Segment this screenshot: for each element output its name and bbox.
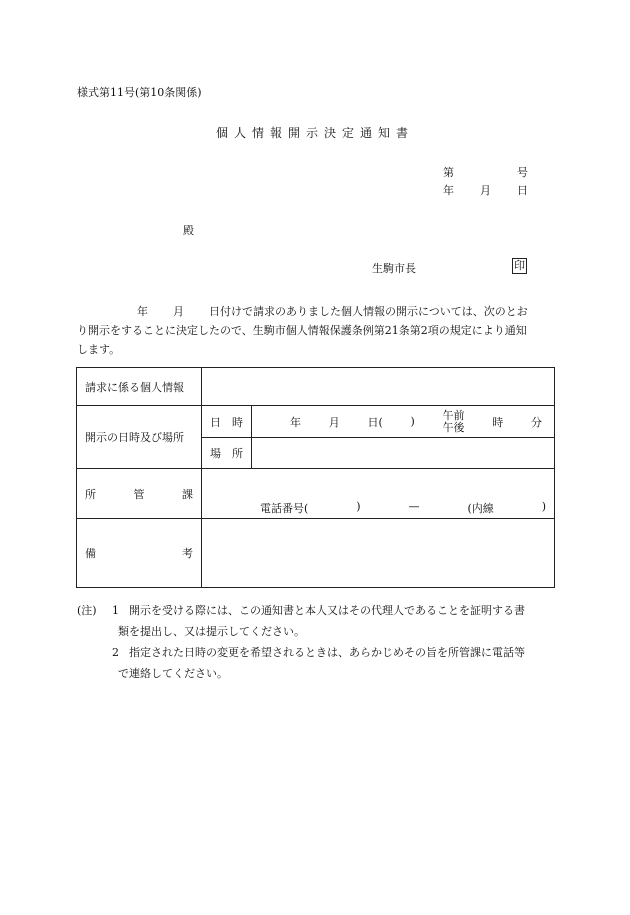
datetime-place-label: 開示の日時及び場所 xyxy=(77,406,202,469)
notes-heading: (注) xyxy=(77,604,97,617)
place-field[interactable] xyxy=(252,438,555,469)
requested-info-field[interactable] xyxy=(202,368,555,406)
notice-body xyxy=(77,302,557,359)
form-number: 様式第11号(第10条関係) xyxy=(77,86,202,99)
addressee-suffix: 殿 xyxy=(183,224,194,237)
department-field[interactable] xyxy=(202,469,555,519)
body-line2: り開示をすることに決定したので、生駒市個人情報保護条例第21条第2項の規定により通知 xyxy=(77,324,527,337)
note-text: 指定された日時の変更を希望されるときは、あらかじめその旨を所管課に電話等 xyxy=(129,646,525,659)
dt-close-paren: ) xyxy=(410,415,415,428)
dt-hour: 時 xyxy=(492,415,504,429)
phone-dash: — xyxy=(408,500,420,513)
phone-ext-close: ) xyxy=(541,500,546,513)
body-line3: します。 xyxy=(77,343,121,356)
date-year: 年 xyxy=(443,184,454,197)
doc-number-suffix: 号 xyxy=(517,166,528,179)
phone-label: 電話番号( xyxy=(260,502,309,515)
dt-year: 年 xyxy=(290,415,301,429)
phone-close: ) xyxy=(356,500,361,513)
date-month: 月 xyxy=(480,184,491,197)
seal-mark: 印 xyxy=(514,259,525,272)
am-pm-choice: 午前 午後 xyxy=(442,408,465,434)
note-text: 類を提出し、又は提示してください。 xyxy=(118,625,305,638)
dt-month: 月 xyxy=(328,415,340,429)
issue-date-line xyxy=(443,182,528,198)
document-title: 個人情報開示決定通知書 xyxy=(215,126,414,140)
date-day: 日 xyxy=(517,184,528,197)
datetime-field[interactable] xyxy=(252,406,555,438)
dt-minute: 分 xyxy=(531,415,542,429)
document-number-line xyxy=(443,164,528,180)
datetime-label: 日 時 xyxy=(202,406,252,438)
body-month: 月 xyxy=(173,305,184,318)
doc-number-prefix: 第 xyxy=(443,166,454,179)
dt-day: 日( xyxy=(367,415,383,429)
notes xyxy=(77,600,557,684)
requested-info-label: 請求に係る個人情報 xyxy=(77,368,202,406)
note-number: 2 xyxy=(112,646,119,659)
phone-extension: (内線 xyxy=(467,502,494,515)
note-text: 開示を受ける際には、この通知書と本人又はその代理人であることを証明する書 xyxy=(129,604,525,617)
department-label: 所 管 課 xyxy=(77,469,202,519)
body-year: 年 xyxy=(137,305,148,318)
phone-line xyxy=(210,500,546,516)
note-number: 1 xyxy=(112,604,119,617)
issuer-name: 生駒市長 xyxy=(372,262,416,275)
place-label: 場 所 xyxy=(202,438,252,469)
note-text: で連絡してください。 xyxy=(118,667,228,680)
remarks-label: 備 考 xyxy=(77,519,202,588)
body-line1: 日付けで請求のありました個人情報の開示については、次のとお xyxy=(209,305,528,318)
disclosure-table xyxy=(76,367,555,588)
remarks-field[interactable] xyxy=(202,519,555,588)
